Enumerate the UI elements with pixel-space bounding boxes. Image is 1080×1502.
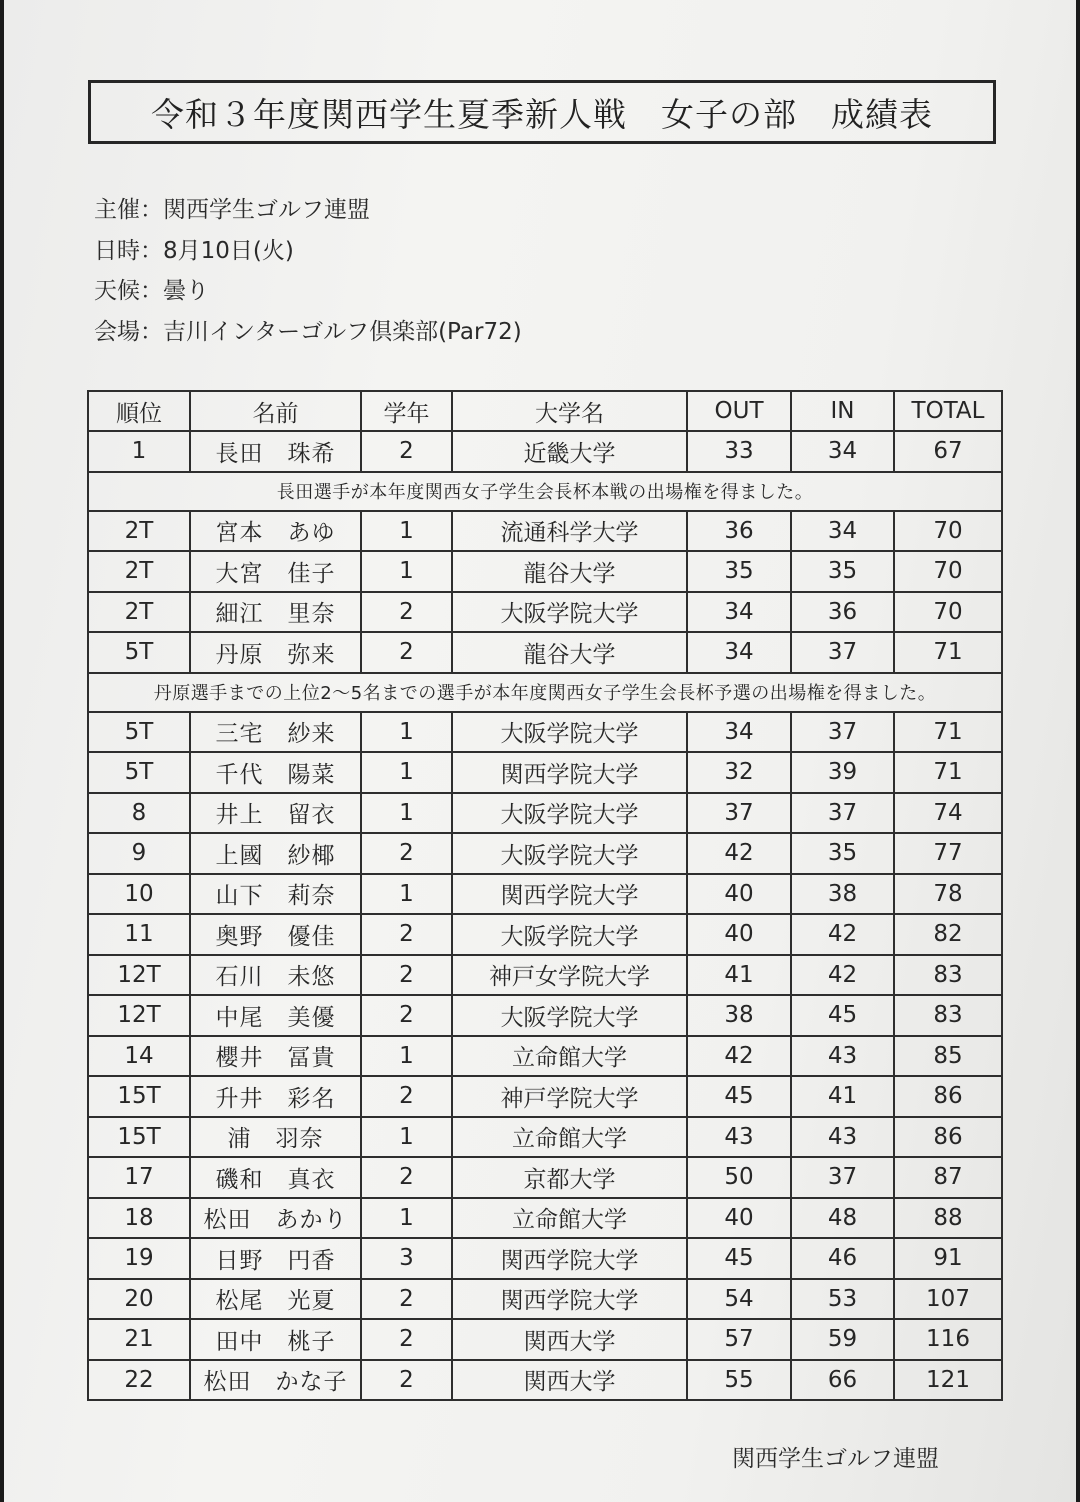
cell-year: 1: [361, 712, 452, 753]
header-name: 名前: [190, 391, 361, 431]
info-weather: [94, 271, 522, 312]
footer-organization: 関西学生ゴルフ連盟: [732, 1446, 939, 1472]
header-out: OUT: [687, 391, 791, 431]
cell-year: 1: [361, 511, 452, 552]
info-value: 8月10日(火): [163, 237, 294, 264]
cell-total: 74: [894, 793, 1002, 834]
cell-university: 流通科学大学: [452, 511, 687, 552]
cell-in: 42: [791, 914, 894, 955]
table-row: [88, 1157, 1002, 1198]
cell-year: 1: [361, 874, 452, 915]
cell-rank: 9: [88, 833, 190, 874]
info-label: 主催: [94, 197, 140, 223]
cell-out: 41: [687, 955, 791, 996]
info-date: [94, 231, 522, 272]
cell-total: 82: [894, 914, 1002, 955]
cell-in: 37: [791, 793, 894, 834]
cell-name: 松田 あかり: [190, 1198, 361, 1239]
cell-out: 54: [687, 1279, 791, 1320]
cell-out: 42: [687, 833, 791, 874]
cell-total: 70: [894, 592, 1002, 633]
cell-rank: 10: [88, 874, 190, 915]
cell-university: 大阪学院大学: [452, 793, 687, 834]
cell-total: 86: [894, 1117, 1002, 1158]
cell-total: 71: [894, 632, 1002, 673]
cell-rank: 1: [88, 431, 190, 472]
cell-in: 37: [791, 1157, 894, 1198]
header-university: 大学名: [452, 391, 687, 431]
info-value: 吉川インターゴルフ倶楽部(Par72): [163, 318, 522, 345]
table-row: [88, 874, 1002, 915]
cell-rank: 8: [88, 793, 190, 834]
cell-year: 2: [361, 1319, 452, 1360]
cell-in: 35: [791, 551, 894, 592]
cell-year: 1: [361, 551, 452, 592]
cell-name: 三宅 紗来: [190, 712, 361, 753]
cell-name: 奥野 優佳: [190, 914, 361, 955]
cell-in: 53: [791, 1279, 894, 1320]
cell-name: 中尾 美優: [190, 995, 361, 1036]
cell-name: 宮本 あゆ: [190, 511, 361, 552]
cell-name: 大宮 佳子: [190, 551, 361, 592]
info-label: 日時: [94, 237, 140, 264]
cell-in: 34: [791, 511, 894, 552]
cell-total: 87: [894, 1157, 1002, 1198]
table-header-row: [88, 391, 1002, 431]
cell-total: 121: [894, 1360, 1002, 1401]
cell-out: 34: [687, 592, 791, 633]
cell-total: 107: [894, 1279, 1002, 1320]
cell-year: 2: [361, 1157, 452, 1198]
cell-year: 1: [361, 1036, 452, 1077]
cell-rank: 22: [88, 1360, 190, 1401]
table-row: [88, 833, 1002, 874]
table-row: [88, 1076, 1002, 1117]
cell-out: 34: [687, 632, 791, 673]
table-row: [88, 1319, 1002, 1360]
table-row: [88, 1238, 1002, 1279]
cell-out: 45: [687, 1238, 791, 1279]
cell-rank: 15T: [88, 1117, 190, 1158]
title-box: [88, 80, 996, 144]
cell-in: 38: [791, 874, 894, 915]
cell-year: 2: [361, 914, 452, 955]
cell-name: 浦 羽奈: [190, 1117, 361, 1158]
cell-rank: 15T: [88, 1076, 190, 1117]
cell-university: 関西学院大学: [452, 874, 687, 915]
cell-university: 神戸学院大学: [452, 1076, 687, 1117]
cell-out: 40: [687, 874, 791, 915]
header-rank: 順位: [88, 391, 190, 431]
cell-rank: 20: [88, 1279, 190, 1320]
table-row: [88, 712, 1002, 753]
cell-out: 55: [687, 1360, 791, 1401]
cell-out: 32: [687, 752, 791, 793]
cell-rank: 5T: [88, 712, 190, 753]
cell-university: 神戸女学院大学: [452, 955, 687, 996]
cell-total: 78: [894, 874, 1002, 915]
cell-in: 46: [791, 1238, 894, 1279]
info-separator: ：: [140, 197, 163, 223]
cell-total: 77: [894, 833, 1002, 874]
cell-year: 2: [361, 592, 452, 633]
cell-year: 1: [361, 752, 452, 793]
cell-out: 34: [687, 712, 791, 753]
cell-rank: 5T: [88, 752, 190, 793]
cell-year: 2: [361, 955, 452, 996]
cell-year: 2: [361, 431, 452, 472]
table-row: [88, 551, 1002, 592]
cell-university: 大阪学院大学: [452, 995, 687, 1036]
cell-name: 細江 里奈: [190, 592, 361, 633]
results-table: [87, 390, 1003, 1401]
cell-name: 長田 珠希: [190, 431, 361, 472]
cell-year: 2: [361, 1076, 452, 1117]
header-year: 学年: [361, 391, 452, 431]
cell-rank: 12T: [88, 995, 190, 1036]
cell-out: 38: [687, 995, 791, 1036]
document-title: 令和３年度関西学生夏季新人戦 女子の部 成績表: [151, 94, 933, 134]
info-venue: [94, 312, 522, 353]
cell-name: 上國 紗椰: [190, 833, 361, 874]
cell-in: 43: [791, 1036, 894, 1077]
cell-year: 2: [361, 833, 452, 874]
cell-year: 2: [361, 1279, 452, 1320]
cell-university: 関西大学: [452, 1319, 687, 1360]
table-row: [88, 793, 1002, 834]
table-row: [88, 955, 1002, 996]
cell-total: 83: [894, 955, 1002, 996]
cell-in: 35: [791, 833, 894, 874]
cell-total: 70: [894, 551, 1002, 592]
cell-out: 42: [687, 1036, 791, 1077]
table-row: [88, 632, 1002, 673]
cell-rank: 2T: [88, 511, 190, 552]
table-row: [88, 1360, 1002, 1401]
cell-university: 立命館大学: [452, 1036, 687, 1077]
cell-in: 48: [791, 1198, 894, 1239]
cell-total: 86: [894, 1076, 1002, 1117]
info-label: 天候: [94, 278, 140, 304]
cell-name: 山下 莉奈: [190, 874, 361, 915]
cell-name: 櫻井 冨貴: [190, 1036, 361, 1077]
cell-year: 1: [361, 793, 452, 834]
cell-rank: 17: [88, 1157, 190, 1198]
cell-year: 2: [361, 995, 452, 1036]
cell-total: 71: [894, 752, 1002, 793]
cell-out: 37: [687, 793, 791, 834]
cell-in: 41: [791, 1076, 894, 1117]
cell-in: 43: [791, 1117, 894, 1158]
cell-out: 40: [687, 914, 791, 955]
cell-name: 丹原 弥来: [190, 632, 361, 673]
info-separator: ：: [140, 318, 163, 345]
table-row: [88, 995, 1002, 1036]
cell-out: 57: [687, 1319, 791, 1360]
info-separator: ：: [140, 237, 163, 264]
cell-in: 66: [791, 1360, 894, 1401]
cell-name: 井上 留衣: [190, 793, 361, 834]
cell-name: 田中 桃子: [190, 1319, 361, 1360]
cell-rank: 18: [88, 1198, 190, 1239]
table-row: [88, 1117, 1002, 1158]
cell-name: 磯和 真衣: [190, 1157, 361, 1198]
cell-name: 石川 未悠: [190, 955, 361, 996]
cell-name: 千代 陽菜: [190, 752, 361, 793]
cell-university: 立命館大学: [452, 1198, 687, 1239]
table-row: [88, 1036, 1002, 1077]
cell-total: 88: [894, 1198, 1002, 1239]
cell-university: 大阪学院大学: [452, 833, 687, 874]
table-row: [88, 1279, 1002, 1320]
cell-name: 松尾 光夏: [190, 1279, 361, 1320]
cell-university: 近畿大学: [452, 431, 687, 472]
cell-total: 70: [894, 511, 1002, 552]
table-row: [88, 592, 1002, 633]
cell-university: 龍谷大学: [452, 551, 687, 592]
cell-year: 2: [361, 632, 452, 673]
cell-year: 1: [361, 1198, 452, 1239]
cell-year: 1: [361, 1117, 452, 1158]
cell-out: 45: [687, 1076, 791, 1117]
cell-name: 松田 かな子: [190, 1360, 361, 1401]
cell-in: 45: [791, 995, 894, 1036]
cell-in: 37: [791, 712, 894, 753]
cell-name: 升井 彩名: [190, 1076, 361, 1117]
cell-out: 36: [687, 511, 791, 552]
cell-in: 42: [791, 955, 894, 996]
cell-total: 85: [894, 1036, 1002, 1077]
document-page: [4, 0, 1076, 1502]
cell-rank: 2T: [88, 592, 190, 633]
event-info: [94, 190, 522, 352]
cell-rank: 2T: [88, 551, 190, 592]
note-row: [88, 673, 1002, 712]
header-in: IN: [791, 391, 894, 431]
table-row: [88, 431, 1002, 472]
table-row: [88, 511, 1002, 552]
cell-university: 関西学院大学: [452, 752, 687, 793]
cell-university: 大阪学院大学: [452, 712, 687, 753]
cell-rank: 5T: [88, 632, 190, 673]
qualification-note: 長田選手が本年度関西女子学生会長杯本戦の出場権を得ました。: [88, 472, 1002, 511]
info-value: 関西学生ゴルフ連盟: [163, 197, 370, 223]
note-row: [88, 472, 1002, 511]
cell-university: 龍谷大学: [452, 632, 687, 673]
cell-out: 40: [687, 1198, 791, 1239]
cell-university: 京都大学: [452, 1157, 687, 1198]
cell-in: 36: [791, 592, 894, 633]
cell-year: 3: [361, 1238, 452, 1279]
cell-university: 関西学院大学: [452, 1279, 687, 1320]
cell-out: 35: [687, 551, 791, 592]
cell-in: 59: [791, 1319, 894, 1360]
qualification-note: 丹原選手までの上位2～5名までの選手が本年度関西女子学生会長杯予選の出場権を得ました。: [88, 673, 1002, 712]
info-separator: ：: [140, 278, 163, 304]
cell-total: 67: [894, 431, 1002, 472]
cell-rank: 21: [88, 1319, 190, 1360]
cell-in: 37: [791, 632, 894, 673]
cell-name: 日野 円香: [190, 1238, 361, 1279]
info-organizer: [94, 190, 522, 231]
cell-university: 大阪学院大学: [452, 914, 687, 955]
cell-out: 33: [687, 431, 791, 472]
table-row: [88, 1198, 1002, 1239]
cell-rank: 11: [88, 914, 190, 955]
cell-total: 71: [894, 712, 1002, 753]
cell-in: 39: [791, 752, 894, 793]
cell-out: 50: [687, 1157, 791, 1198]
cell-rank: 12T: [88, 955, 190, 996]
table-row: [88, 752, 1002, 793]
info-label: 会場: [94, 318, 140, 345]
cell-university: 大阪学院大学: [452, 592, 687, 633]
cell-total: 116: [894, 1319, 1002, 1360]
cell-in: 34: [791, 431, 894, 472]
cell-out: 43: [687, 1117, 791, 1158]
cell-university: 関西学院大学: [452, 1238, 687, 1279]
cell-total: 83: [894, 995, 1002, 1036]
table-row: [88, 914, 1002, 955]
info-value: 曇り: [163, 278, 209, 304]
cell-university: 立命館大学: [452, 1117, 687, 1158]
cell-rank: 19: [88, 1238, 190, 1279]
cell-rank: 14: [88, 1036, 190, 1077]
cell-university: 関西大学: [452, 1360, 687, 1401]
table-body: [88, 431, 1002, 1400]
cell-total: 91: [894, 1238, 1002, 1279]
header-total: TOTAL: [894, 391, 1002, 431]
cell-year: 2: [361, 1360, 452, 1401]
